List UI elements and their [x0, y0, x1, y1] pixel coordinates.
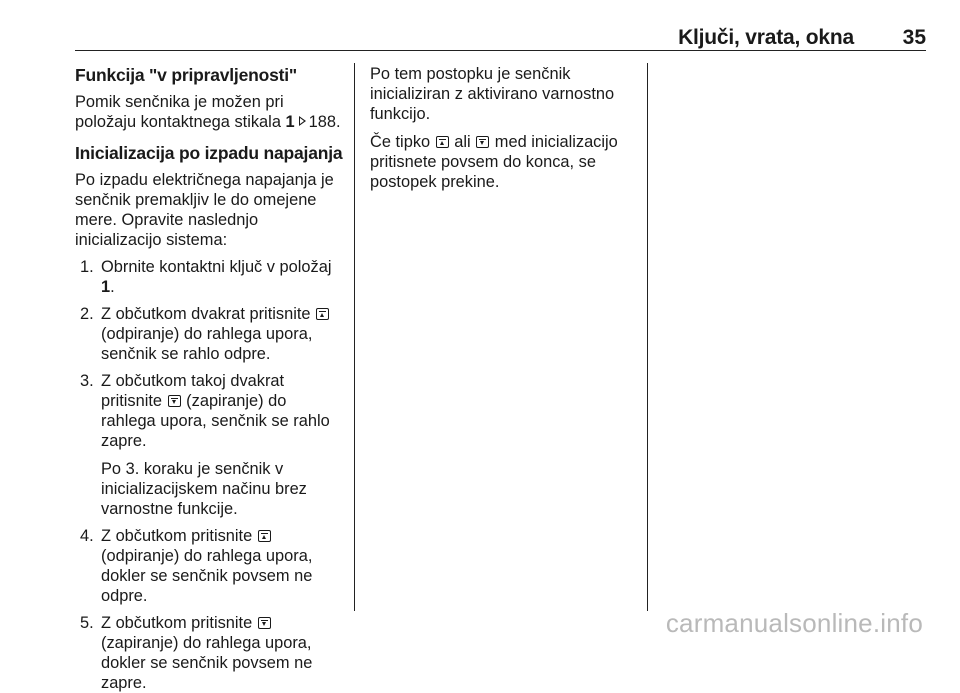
- page-number: 35: [902, 26, 926, 49]
- standby-paragraph: Pomik senčnika je možen pri položaju kontaktnega stikala 1 188.: [75, 93, 341, 131]
- initialization-intro: Po izpadu električnega napajanja je senčnik premakljiv le do omejene mere. Opravite naslednjo inicializacijo sistema:: [75, 171, 334, 249]
- sunshade-open-icon: [258, 530, 271, 542]
- right-column: [370, 64, 635, 192]
- page-header: [75, 26, 926, 51]
- left-column: [75, 64, 343, 693]
- sunshade-open-icon: [436, 136, 449, 148]
- step-note: Po 3. koraku je senčnik v inicializacijskem načinu brez varnostne funkcije.: [101, 460, 307, 518]
- sunshade-close-icon: [476, 136, 489, 148]
- list-item: 1. Obrnite kontaktni ključ v položaj 1.: [80, 258, 332, 296]
- watermark: carmanualsonline.info: [665, 608, 923, 638]
- section-heading-initialization: Inicializacija po izpadu napajanja: [75, 143, 343, 163]
- page-reference[interactable]: 188.: [308, 113, 341, 131]
- sunshade-close-icon: [258, 617, 271, 629]
- column-divider: [354, 63, 355, 611]
- chapter-title: Ključi, vrata, okna: [678, 26, 854, 49]
- list-item: 5. Z občutkom pritisnite (zapiranje) do rahlega upora, dokler se senčnik povsem ne zapre.: [80, 614, 313, 692]
- list-item: 2. Z občutkom dvakrat pritisnite (odpiranje) do rahlega upora, senčnik se rahlo odpre.: [75, 304, 343, 364]
- sunshade-close-icon: [168, 395, 181, 407]
- list-item: 3. Z občutkom takoj dvakrat pritisnite (zapiranje) do rahlega upora, senčnik se rahlo zapre. Po 3. koraku je senčnik v inicializacijskem načinu brez varnostne funkcije.: [75, 371, 343, 519]
- sunshade-open-icon: [316, 308, 329, 320]
- abort-paragraph: Če tipko ali med inicializacijo pritisnete povsem do konca, se postopek prekine.: [370, 133, 618, 191]
- result-paragraph: Po tem postopku je senčnik inicializiran z aktivirano varnostno funkcijo.: [370, 65, 615, 123]
- column-divider: [647, 63, 648, 611]
- section-heading-standby: Funkcija "v pripravljenosti": [75, 65, 298, 85]
- list-item: 4. Z občutkom pritisnite (odpiranje) do rahlega upora, dokler se senčnik povsem ne odpre.: [80, 527, 313, 605]
- ignition-position: 1: [285, 113, 295, 131]
- page-reference-icon: [299, 116, 306, 126]
